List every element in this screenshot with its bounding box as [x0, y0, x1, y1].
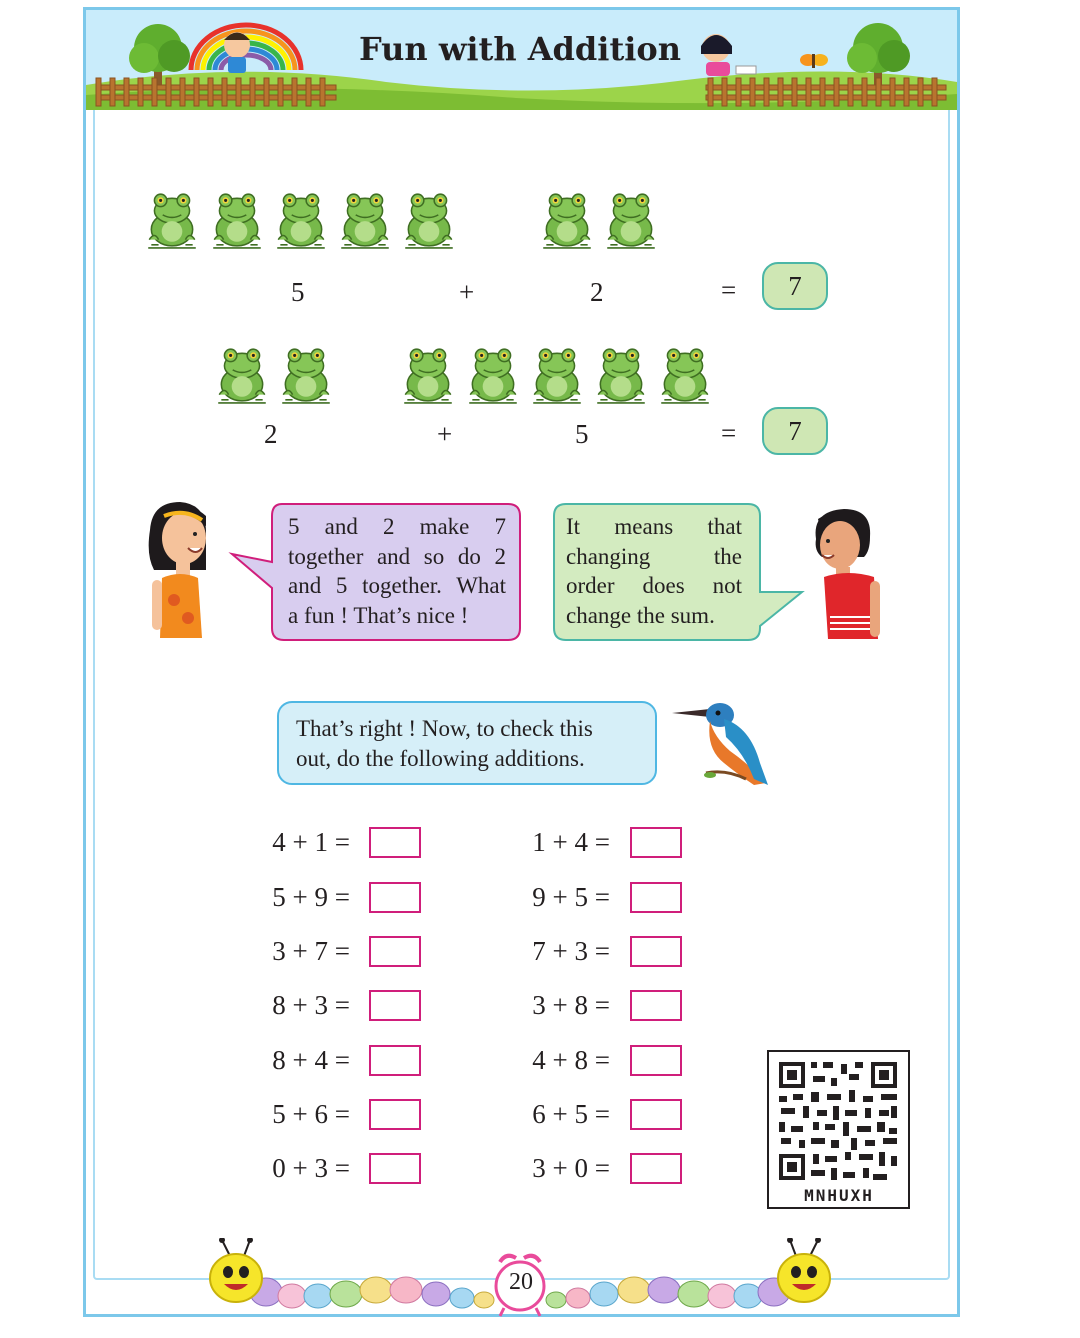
frog-icon — [540, 188, 594, 250]
girl-speech-line: together and so do 2 — [288, 543, 506, 569]
exercise-expression-left: 5 + 6 = — [272, 1099, 350, 1129]
exercise-expression-right: 1 + 4 = — [532, 827, 610, 857]
answer-box-left-7[interactable] — [369, 1153, 421, 1184]
boy-speech-line: change the sum. — [566, 602, 715, 628]
boy-speech-text — [566, 512, 742, 630]
row2-addend-1: 2 — [264, 419, 278, 449]
page-title: Fun with Addition — [359, 30, 681, 68]
frog-icon — [401, 343, 455, 405]
frog-icon — [530, 343, 584, 405]
frog-icon — [145, 188, 199, 250]
row1-plus: + — [459, 277, 475, 307]
exercise-expression-left: 3 + 7 = — [272, 936, 350, 966]
frog-icon — [658, 343, 712, 405]
answer-box-left-4[interactable] — [369, 990, 421, 1021]
row1-addend-1: 5 — [291, 277, 305, 307]
boy-speech-line: order does not — [566, 573, 742, 598]
girl-speech-line: a fun ! That’s nice ! — [288, 602, 469, 628]
answer-box-right-5[interactable] — [630, 1045, 682, 1076]
frog-icon — [402, 188, 456, 250]
exercise-expression-left: 5 + 9 = — [272, 882, 350, 912]
answer-box-right-6[interactable] — [630, 1099, 682, 1130]
qr-code-label: MNHUXH — [804, 1186, 874, 1205]
girl-speech-text — [288, 512, 506, 630]
exercise-expression-right: 6 + 5 = — [532, 1099, 610, 1129]
kingfisher-bird-icon — [670, 693, 774, 789]
exercise-expression-right: 3 + 8 = — [532, 990, 610, 1020]
boy-speech-line: It means that — [566, 514, 742, 539]
answer-box-right-7[interactable] — [630, 1153, 682, 1184]
bird-speech-line: out, do the following additions. — [296, 745, 585, 771]
row2-plus: + — [437, 419, 453, 449]
row2-addend-2: 5 — [575, 419, 589, 449]
answer-box-right-2[interactable] — [630, 882, 682, 913]
girl-speech-line: and 5 together. What — [288, 573, 506, 598]
page-number: 20 — [509, 1269, 533, 1295]
answer-box-left-3[interactable] — [369, 936, 421, 967]
exercise-expression-left: 8 + 4 = — [272, 1045, 350, 1075]
frog-icon — [210, 188, 264, 250]
exercise-expression-right: 9 + 5 = — [532, 882, 610, 912]
exercise-expression-left: 8 + 3 = — [272, 990, 350, 1020]
answer-box-left-2[interactable] — [369, 882, 421, 913]
answer-box-right-3[interactable] — [630, 936, 682, 967]
girl-character-icon — [140, 500, 220, 642]
frog-icon — [215, 343, 269, 405]
answer-box-right-1[interactable] — [630, 827, 682, 858]
answer-box-left-5[interactable] — [369, 1045, 421, 1076]
answer-box-right-4[interactable] — [630, 990, 682, 1021]
frog-icon — [274, 188, 328, 250]
frog-icon — [279, 343, 333, 405]
row2-result-pill: 7 — [762, 407, 828, 455]
exercise-expression-right: 3 + 0 = — [532, 1153, 610, 1183]
exercise-expression-right: 7 + 3 = — [532, 936, 610, 966]
answer-box-left-1[interactable] — [369, 827, 421, 858]
exercise-expression-left: 4 + 1 = — [272, 827, 350, 857]
frog-icon — [594, 343, 648, 405]
row2-equals: = — [721, 418, 737, 448]
boy-character-icon — [808, 505, 888, 643]
boy-speech-line: changing the — [566, 543, 742, 569]
bird-speech-line: That’s right ! Now, to check this — [296, 716, 593, 741]
exercise-expression-left: 0 + 3 = — [272, 1153, 350, 1183]
frog-icon — [338, 188, 392, 250]
exercise-expression-right: 4 + 8 = — [532, 1045, 610, 1075]
bird-speech-text — [296, 714, 642, 773]
row1-result-pill: 7 — [762, 262, 828, 310]
row1-addend-2: 2 — [590, 277, 604, 307]
frog-icon — [604, 188, 658, 250]
frog-icon — [466, 343, 520, 405]
girl-speech-line: 5 and 2 make 7 — [288, 514, 506, 539]
answer-box-left-6[interactable] — [369, 1099, 421, 1130]
row1-equals: = — [721, 275, 737, 305]
